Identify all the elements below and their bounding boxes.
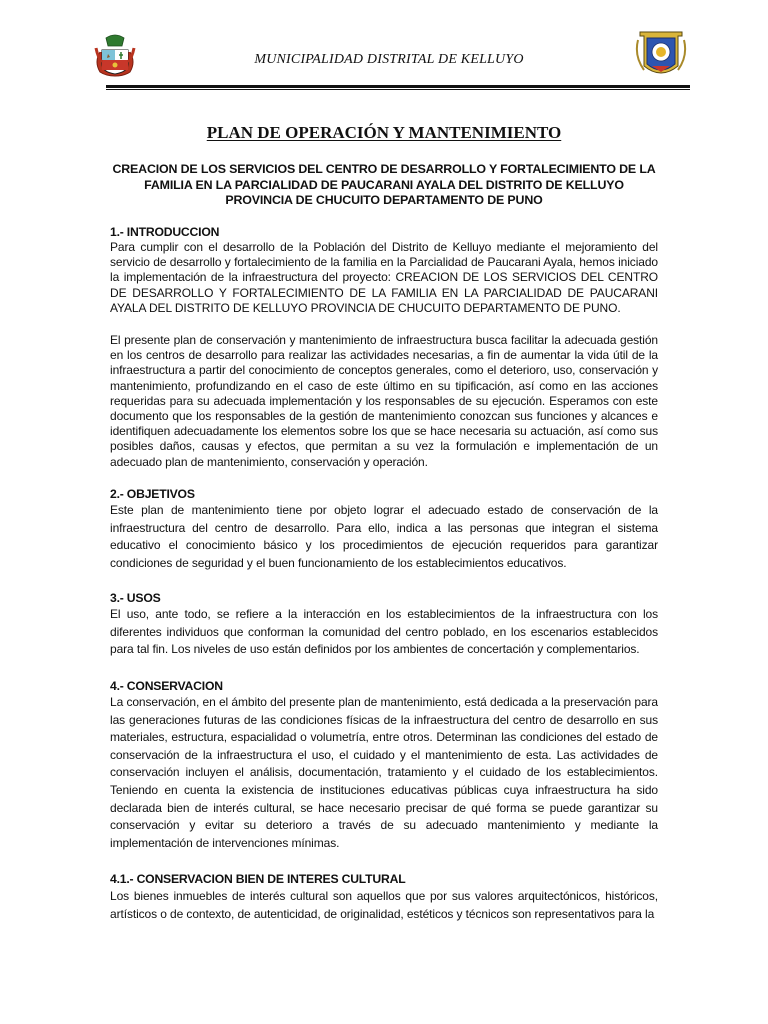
paragraph-objetivos: Este plan de mantenimiento tiene por objeto lograr el adecuado estado de conservación de la infraestructura del centro de desarrollo. Para ello, indica a las personas que integran el sistema educativo el conocimiento básico y los procedimientos de ejecución requeridos para garantizar condiciones de seguridad y el buen funcionamiento de los establecimientos educativos. (110, 503, 658, 570)
paragraph-introduccion-2: El presente plan de conservación y mantenimiento de infraestructura busca facilitar la adecuada gestión en los centros de desarrollo para realizar las actividades necesarias, a fin de aumentar la vida útil de la infraestructura a partir del conocimiento de conceptos generales, como el deterioro, uso, conservación y mantenimiento, profundizando en el caso de este último en su tipificación, así como en las acciones requeridas para su adecuada implementación y los responsables de su ejecución. Esperamos con este documento que los responsables de la gestión de mantenimiento conozcan sus funciones y alcances e identifiquen adecuadamente los elementos sobre los que se hace necesaria su actuación, así como sus posibles daños, causas y efectos, que permitan a su vez la formulación e implementación de un adecuado plan de mantenimiento, conservación y operación. (110, 333, 658, 469)
page-header (86, 24, 692, 92)
paragraph-bien-interes-cultural: Los bienes inmuebles de interés cultural son aquellos que por sus valores arquitectónicos, históricos, artísticos o de contexto, de autenticidad, de originalidad, estéticos y técnicos son representativos para la (110, 889, 658, 921)
section-heading-introduccion: 1.- INTRODUCCION (110, 225, 220, 239)
kelluyo-municipal-shield-icon (634, 26, 688, 80)
header-rule-thin (106, 89, 690, 90)
document-title: PLAN DE OPERACIÓN Y MANTENIMIENTO (206, 123, 562, 142)
document-subtitle: CREACION DE LOS SERVICIOS DEL CENTRO DE DESARROLLO Y FORTALECIMIENTO DE LA FAMILIA EN LA PARCIALIDAD DE PAUCARANI AYALA DEL DISTRITO DE KELLUYO PROVINCIA DE CHUCUITO DEPARTAMENTO DE PUNO (112, 162, 656, 207)
paragraph-conservacion: La conservación, en el ámbito del presente plan de mantenimiento, está dedicada a la preservación para las generaciones futuras de las condiciones físicas de la infraestructura del centro de desarrollo en sus materiales, estructura, espacialidad o volumetría, entre otros. Determinan las condiciones del estado de conservación de la infraestructura el uso, el cuidado y el mantenimiento de esta. Las actividades de conservación incluyen el análisis, documentación, tratamiento y el cuidado de los establecimientos. Teniendo en cuenta la existencia de instituciones educativas públicas cuya infraestructura ha sido declarada bien de interés cultural, se hace necesario precisar de qué forma se puede garantizar su conservación y evitar su deterioro a través de su adecuado mantenimiento y mediante la implementación de intervenciones mínimas. (110, 695, 658, 850)
section-heading-usos: 3.- USOS (110, 591, 161, 605)
section-heading-bien-interes-cultural: 4.1.- CONSERVACION BIEN DE INTERES CULTURAL (110, 872, 406, 886)
header-title: MUNICIPALIDAD DISTRITAL DE KELLUYO (254, 52, 524, 67)
paragraph-usos: El uso, ante todo, se refiere a la interacción en los establecimientos de la infraestructura con los diferentes individuos que conforman la comunidad del centro poblado, en los escenarios establecidos para tal fin. Los niveles de uso están definidos por los ambientes de concertación y complementarios. (110, 607, 658, 657)
section-heading-objetivos: 2.- OBJETIVOS (110, 487, 195, 501)
header-rule (106, 85, 690, 88)
section-heading-conservacion: 4.- CONSERVACION (110, 679, 223, 693)
paragraph-introduccion-1: Para cumplir con el desarrollo de la Población del Distrito de Kelluyo mediante el mejoramiento del servicio de desarrollo y fortalecimiento de la familia en la Parcialidad de Paucarani Ayala, hemos iniciado la implementación de la infraestructura del proyecto: CREACION DE LOS SERVICIOS DEL CENTRO DE DESARROLLO Y FORTALECIMIENTO DE LA FAMILIA EN LA PARCIALIDAD DE PAUCARANI AYALA DEL DISTRITO DE KELLUYO PROVINCIA DE CHUCUITO DEPARTAMENTO DE PUNO. (110, 240, 658, 315)
